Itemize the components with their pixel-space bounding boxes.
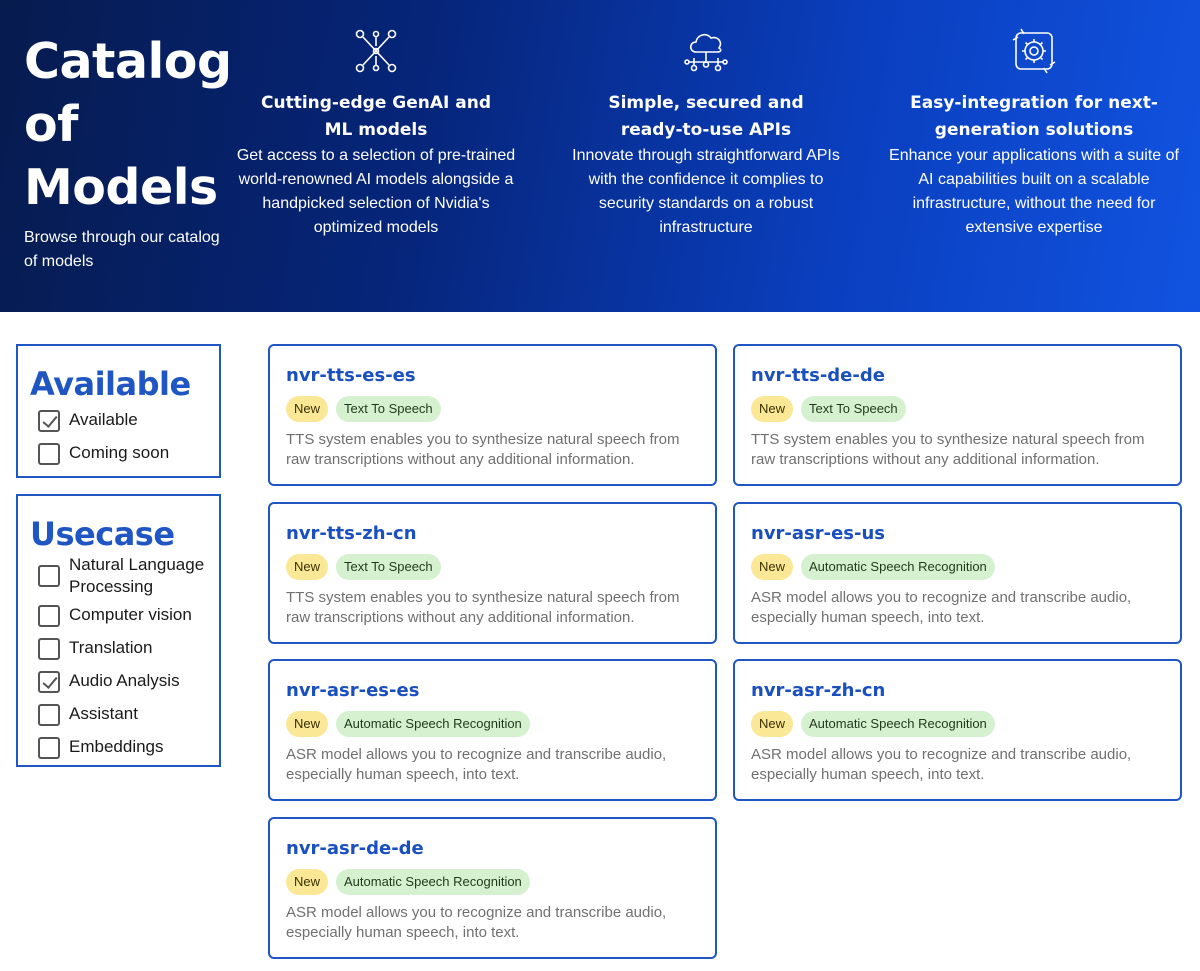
model-description: ASR model allows you to recognize and transcribe audio, especially human speech, into text. — [286, 746, 667, 783]
model-name[interactable]: nvr-tts-de-de — [751, 365, 885, 386]
filter-usecase-panel — [16, 494, 221, 767]
model-name[interactable]: nvr-asr-de-de — [286, 838, 424, 859]
filter-option-assistant[interactable] — [38, 703, 219, 726]
filter-option-translation[interactable] — [38, 637, 219, 660]
model-description: ASR model allows you to recognize and transcribe audio, especially human speech, into text. — [751, 589, 1132, 626]
model-tags — [751, 711, 1164, 737]
feature-description: Enhance your applications with a suite of AI capabilities built on a scalable infrastructure, without the need for extensive expertise — [889, 147, 1179, 236]
filter-option-computer-vision[interactable] — [38, 604, 219, 627]
filter-option-label: Translation — [69, 638, 153, 657]
feature-secure-apis — [560, 28, 852, 240]
filter-option-label: Natural Language Processing — [69, 555, 205, 596]
model-description: TTS system enables you to synthesize natural speech from raw transcriptions without any additional information. — [286, 589, 680, 626]
model-tags — [286, 711, 699, 737]
model-name[interactable]: nvr-tts-zh-cn — [286, 523, 417, 544]
checkbox[interactable] — [38, 605, 60, 627]
model-tags — [751, 396, 1164, 422]
checkbox[interactable] — [38, 443, 60, 465]
model-tags — [286, 554, 699, 580]
usecase-badge: Automatic Speech Recognition — [801, 554, 995, 580]
checkbox[interactable] — [38, 737, 60, 759]
model-card[interactable] — [733, 659, 1182, 801]
new-badge: New — [286, 869, 328, 895]
new-badge: New — [751, 554, 793, 580]
model-tags — [751, 554, 1164, 580]
filter-option-label: Computer vision — [69, 605, 192, 624]
usecase-badge: Text To Speech — [801, 396, 906, 422]
cloud-network-icon — [684, 28, 728, 74]
model-card[interactable] — [268, 817, 717, 959]
filter-option-label: Embeddings — [69, 737, 164, 756]
model-tags — [286, 869, 699, 895]
new-badge: New — [286, 711, 328, 737]
new-badge: New — [751, 396, 793, 422]
filter-option-coming-soon[interactable] — [38, 442, 219, 465]
filter-heading: Available — [30, 365, 191, 403]
model-card[interactable] — [733, 502, 1182, 644]
new-badge: New — [751, 711, 793, 737]
usecase-badge: Automatic Speech Recognition — [336, 869, 530, 895]
model-description: TTS system enables you to synthesize natural speech from raw transcriptions without any additional information. — [286, 431, 680, 468]
hero-banner — [0, 0, 1200, 312]
filter-option-available[interactable] — [38, 409, 219, 432]
feature-description: Innovate through straightforward APIs with the confidence it complies to security standards on a robust infrastructure — [572, 147, 840, 236]
page-subtitle: Browse through our catalog of models — [24, 229, 220, 270]
model-name[interactable]: nvr-asr-zh-cn — [751, 680, 886, 701]
model-description: ASR model allows you to recognize and transcribe audio, especially human speech, into text. — [286, 904, 667, 941]
usecase-badge: Text To Speech — [336, 554, 441, 580]
filter-option-nlp[interactable] — [38, 554, 219, 598]
filter-available-panel — [16, 344, 221, 478]
model-card[interactable] — [268, 502, 717, 644]
filter-option-label: Audio Analysis — [69, 671, 180, 690]
new-badge: New — [286, 554, 328, 580]
feature-easy-integration — [886, 28, 1182, 240]
model-tags — [286, 396, 699, 422]
filter-option-label: Coming soon — [69, 443, 170, 462]
checkbox-checked[interactable] — [38, 671, 60, 693]
checkbox-checked[interactable] — [38, 410, 60, 432]
checkbox[interactable] — [38, 638, 60, 660]
model-name[interactable]: nvr-tts-es-es — [286, 365, 416, 386]
usecase-badge: Text To Speech — [336, 396, 441, 422]
feature-genai-models — [236, 28, 516, 240]
usecase-badge: Automatic Speech Recognition — [801, 711, 995, 737]
feature-heading: Easy-integration for next-generation solutions — [910, 93, 1158, 140]
filter-option-embeddings[interactable] — [38, 736, 219, 759]
new-badge: New — [286, 396, 328, 422]
checkbox[interactable] — [38, 565, 60, 587]
checkbox[interactable] — [38, 704, 60, 726]
model-card[interactable] — [268, 344, 717, 486]
usecase-badge: Automatic Speech Recognition — [336, 711, 530, 737]
model-description: TTS system enables you to synthesize natural speech from raw transcriptions without any additional information. — [751, 431, 1145, 468]
feature-heading: Cutting-edge GenAI and ML models — [260, 93, 492, 140]
model-card[interactable] — [733, 344, 1182, 486]
filter-option-audio-analysis[interactable] — [38, 670, 219, 693]
feature-description: Get access to a selection of pre-trained world-renowned AI models alongside a handpicked selection of Nvidia's optimized models — [236, 147, 516, 236]
model-description: ASR model allows you to recognize and transcribe audio, especially human speech, into text. — [751, 746, 1132, 783]
feature-heading: Simple, secured and ready-to-use APIs — [608, 93, 804, 140]
filter-heading: Usecase — [30, 515, 175, 553]
network-nodes-icon — [354, 28, 398, 74]
model-card[interactable] — [268, 659, 717, 801]
filter-option-label: Available — [69, 410, 138, 429]
gear-integration-icon — [1012, 28, 1056, 74]
filter-option-label: Assistant — [69, 704, 138, 723]
page-title: Catalog of Models — [24, 33, 232, 216]
model-name[interactable]: nvr-asr-es-es — [286, 680, 420, 701]
model-name[interactable]: nvr-asr-es-us — [751, 523, 886, 544]
